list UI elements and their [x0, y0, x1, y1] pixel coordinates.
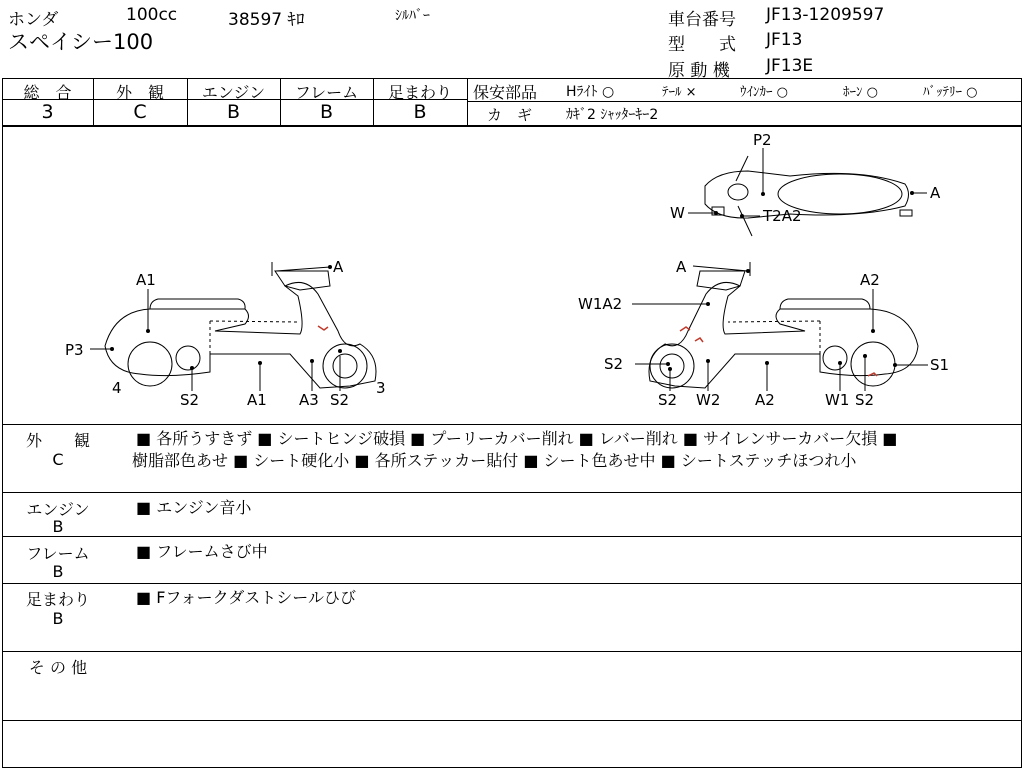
exterior-notes-line1: ■ 各所うすきず ■ シートヒンジ破損 ■ プーリーカバー削れ ■ レバー削れ ■ サイレンサーカバー欠損 ■: [136, 429, 898, 448]
frame-number-label: 車台番号: [668, 10, 736, 30]
suspension-notes: ■ Fフォークダストシールひび: [136, 588, 356, 607]
label-right-w1a2: W1A2: [578, 295, 623, 313]
tail-status: ﾃｰﾙ ×: [662, 85, 697, 100]
label-right-s2-front: S2: [604, 355, 624, 373]
label-top-t2a2: T2A2: [763, 207, 802, 225]
label-left-a3: A3: [299, 391, 319, 409]
label-top-w: W: [670, 204, 685, 222]
engine-section-grade: B: [52, 517, 64, 536]
exterior-section-grade: C: [52, 450, 64, 469]
label-right-w1: W1: [825, 391, 850, 409]
label-right-a2-lower: A2: [755, 391, 775, 409]
safety-parts-label: 保安部品: [473, 83, 538, 102]
damage-marks: [318, 326, 877, 376]
engine-section-title: エンジン: [26, 500, 90, 519]
other-section-title: そ の 他: [28, 658, 88, 677]
safety-divider: [467, 101, 1022, 102]
engine-grade-label: エンジン: [201, 83, 266, 102]
suspension-section-title: 足まわり: [25, 590, 90, 609]
color: ｼﾙﾊﾞｰ: [395, 8, 430, 24]
label-left-3: 3: [376, 379, 386, 397]
label-top-p2: P2: [753, 131, 772, 149]
engine-model: JF13E: [766, 56, 814, 76]
engine-grade: B: [226, 101, 241, 123]
exterior-grade: C: [133, 101, 147, 123]
engine-model-label: 原 動 機: [668, 61, 730, 81]
maker-name: ホンダ: [8, 10, 59, 30]
key-value: ｶｷﾞ2 ｼｬｯﾀｰｷｰ2: [566, 107, 659, 123]
label-right-s2-lower: S2: [658, 391, 678, 409]
label-right-a2-upper: A2: [860, 271, 880, 289]
top-view-scooter: [705, 156, 912, 236]
exterior-grade-label: 外 観: [115, 83, 164, 102]
exterior-section-title: 外 観: [25, 431, 90, 450]
label-left-a1-upper: A1: [136, 271, 156, 289]
horn-status: ﾎｰﾝ ○: [843, 85, 878, 100]
engine-notes: ■ エンジン音小: [136, 498, 252, 517]
winker-status: ｳｲﾝｶｰ ○: [740, 85, 788, 100]
overall-grade-label: 総 合: [23, 83, 72, 102]
label-left-s2-rear: S2: [330, 391, 350, 409]
frame-grade-label: フレーム: [294, 83, 359, 102]
key-label: カ ギ: [487, 106, 533, 124]
frame-number: JF13-1209597: [766, 5, 885, 25]
label-left-a: A: [333, 258, 344, 276]
frame-notes: ■ フレームさび中: [136, 542, 268, 561]
frame-grade: B: [319, 101, 334, 123]
overall-grade: 3: [41, 101, 54, 123]
model-name: スペイシー100: [8, 30, 154, 54]
displacement: 100cc: [126, 5, 178, 25]
battery-status: ﾊﾞｯﾃﾘｰ ○: [923, 85, 978, 100]
type-value: JF13: [766, 30, 803, 50]
label-left-p3: P3: [65, 341, 84, 359]
exterior-notes-line2: 樹脂部色あせ ■ シート硬化小 ■ 各所ステッカー貼付 ■ シート色あせ中 ■ シートステッチほつれ小: [132, 451, 857, 470]
label-left-s2: S2: [180, 391, 200, 409]
suspension-grade-label: 足まわり: [387, 83, 452, 102]
mileage: 38597 ｷﾛ: [228, 10, 305, 30]
damage-diagram: [0, 126, 1024, 426]
suspension-grade: B: [413, 101, 427, 123]
label-right-a: A: [676, 258, 687, 276]
label-left-4: 4: [112, 379, 122, 397]
label-right-s2-rear: S2: [855, 391, 875, 409]
label-top-a: A: [930, 184, 941, 202]
frame-section-grade: B: [52, 562, 64, 581]
label-right-w2: W2: [696, 391, 721, 409]
label-right-s1: S1: [930, 356, 950, 374]
type-label: 型 式: [668, 35, 736, 55]
suspension-section-grade: B: [52, 609, 64, 628]
label-left-a1-lower: A1: [247, 391, 267, 409]
frame-section-title: フレーム: [26, 544, 90, 563]
headlight-status: Hﾗｲﾄ ○: [566, 84, 615, 100]
